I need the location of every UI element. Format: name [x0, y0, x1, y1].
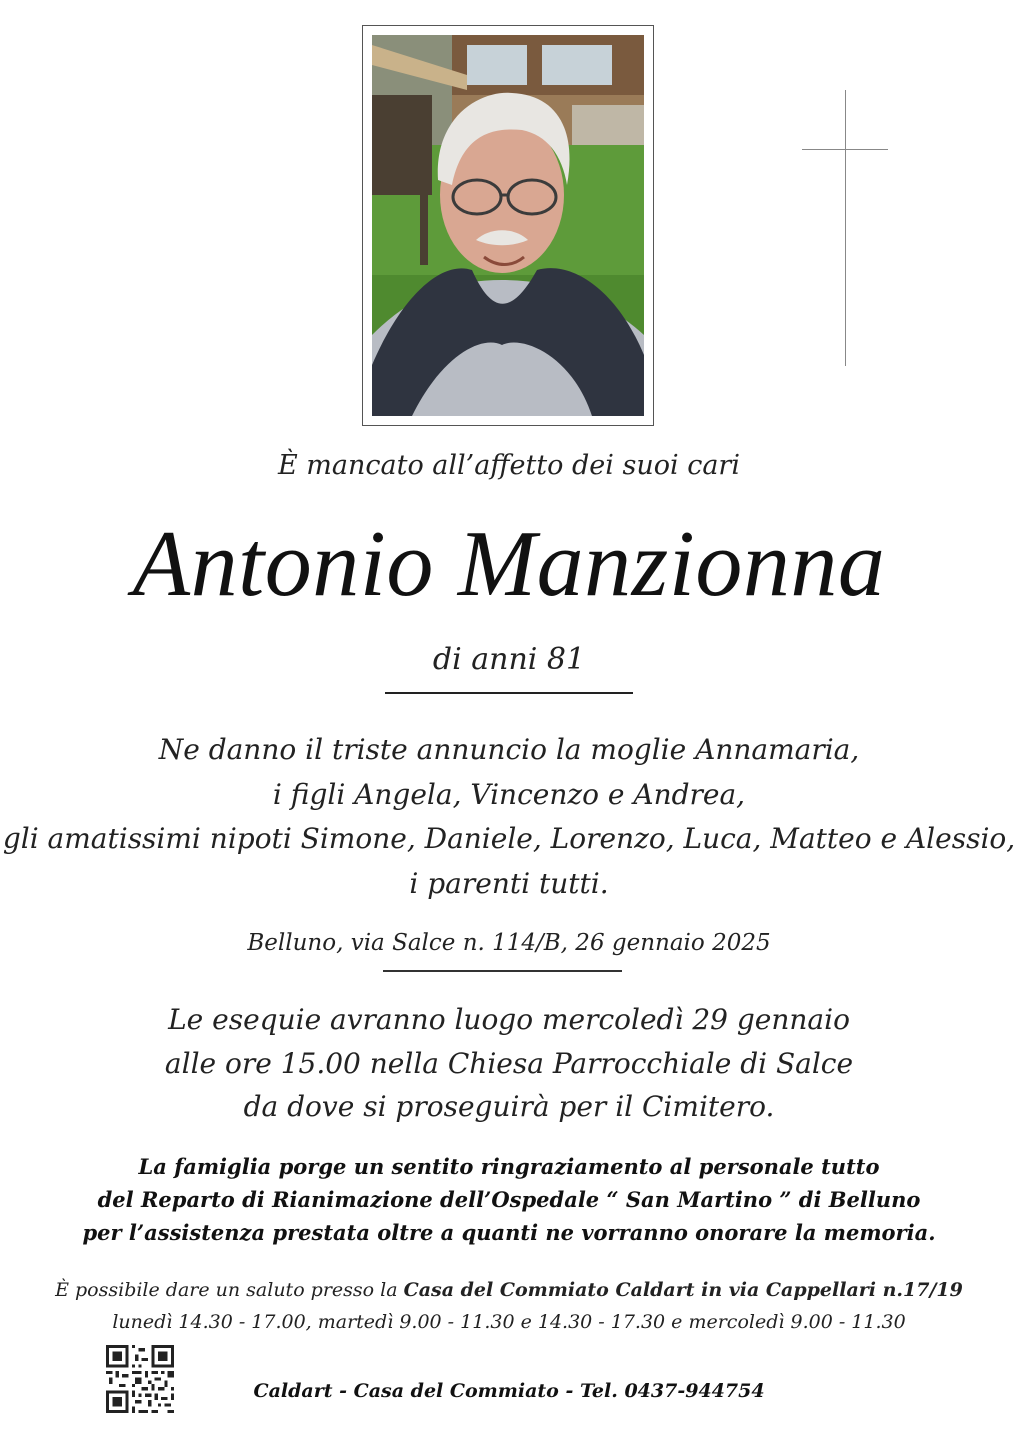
deceased-name: Antonio Manzionna — [132, 512, 886, 616]
thanks-line: del Reparto di Rianimazione dell’Ospedale “ San Martino ” di Belluno — [97, 1187, 921, 1212]
funeral-line: Le esequie avranno luogo mercoledì 29 gennaio — [168, 1003, 850, 1036]
visit-line — [0, 1274, 1018, 1306]
visit-place: Casa del Commiato Caldart in via Cappellari n.17/19 — [403, 1279, 963, 1301]
family-line: Ne danno il triste annuncio la moglie Annamaria, — [158, 733, 860, 766]
family-line: i parenti tutti. — [409, 866, 609, 900]
place-date: Belluno, via Salce n. 114/B, 26 gennaio 2025 — [247, 930, 771, 956]
portrait-photo — [362, 25, 654, 426]
funeral-info — [0, 998, 1018, 1129]
thanks-line: per l’assistenza prestata oltre a quanti ne vorranno onorare la memoria. — [82, 1220, 936, 1245]
visit-hours: lunedì 14.30 - 17.00, martedì 9.00 - 11.30 e 14.30 - 17.30 e mercoledì 9.00 - 11.30 — [112, 1311, 906, 1333]
place-divider — [383, 970, 622, 972]
qr-code-icon[interactable] — [106, 1345, 174, 1413]
funeral-line: da dove si proseguirà per il Cimitero. — [243, 1090, 775, 1123]
age-text: di anni 81 — [432, 642, 586, 677]
funeral-line: alle ore 15.00 nella Chiesa Parrocchiale di Salce — [164, 1046, 854, 1080]
footer-contact: Caldart - Casa del Commiato - Tel. 0437-944754 — [253, 1380, 765, 1402]
thanks-message — [0, 1150, 1018, 1249]
intro-text: È mancato all’affetto dei suoi cari — [278, 450, 740, 481]
thanks-line: La famiglia porge un sentito ringraziamento al personale tutto — [138, 1154, 880, 1179]
age-divider — [385, 692, 633, 694]
family-line: gli amatissimi nipoti Simone, Daniele, Lorenzo, Luca, Matteo e Alessio, — [2, 822, 1016, 855]
family-announcement — [0, 728, 1018, 906]
visit-prefix: È possibile dare un saluto presso la — [55, 1279, 404, 1301]
visit-info — [0, 1274, 1018, 1338]
family-line: i figli Angela, Vincenzo e Andrea, — [272, 777, 746, 811]
portrait-image — [372, 35, 644, 416]
